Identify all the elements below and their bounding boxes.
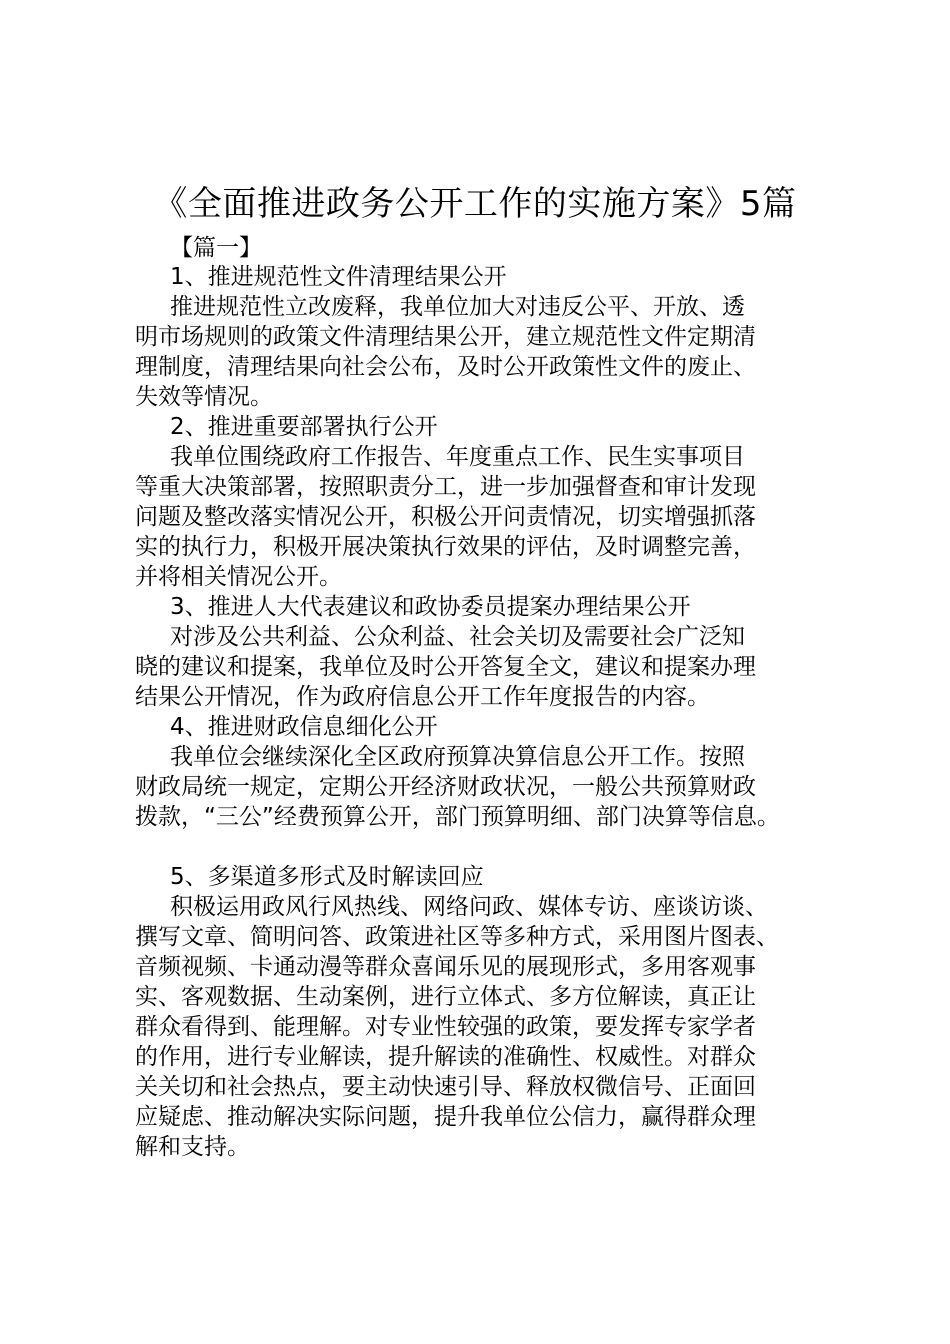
paragraph-line: 理制度，清理结果向社会公布，及时公开政策性文件的废止、 bbox=[135, 354, 756, 380]
paragraph-line: 关关切和社会热点，要主动快速引导、释放权微信号、正面回 bbox=[135, 1074, 756, 1100]
paragraph-line: 问题及整改落实情况公开，积极公开问责情况，切实增强抓落 bbox=[135, 504, 756, 530]
section-heading: 1、推进规范性文件清理结果公开 bbox=[170, 264, 507, 290]
paragraph-line: 群众看得到、能理解。对专业性较强的政策，要发挥专家学者 bbox=[135, 1014, 756, 1040]
section-heading: 5、多渠道多形式及时解读回应 bbox=[170, 864, 484, 890]
paragraph-line: 财政局统一规定，定期公开经济财政状况，一般公共预算财政 bbox=[135, 774, 756, 800]
paragraph-line: 失效等情况。 bbox=[135, 384, 273, 410]
paragraph-line: 晓的建议和提案，我单位及时公开答复全文，建议和提案办理 bbox=[135, 654, 756, 680]
paragraph-line: 推进规范性立改废释，我单位加大对违反公平、开放、透 bbox=[170, 294, 745, 320]
section-paragraph bbox=[135, 892, 835, 1162]
paragraph-line: 等重大决策部署，按照职责分工，进一步加强督查和审计发现 bbox=[135, 474, 756, 500]
document-body bbox=[135, 262, 835, 1162]
paragraph-line: 应疑虑、推动解决实际问题，提升我单位公信力，赢得群众理 bbox=[135, 1104, 756, 1130]
section-paragraph bbox=[135, 292, 835, 412]
paragraph-line: 对涉及公共利益、公众利益、社会关切及需要社会广泛知 bbox=[170, 624, 745, 650]
section-paragraph bbox=[135, 442, 835, 592]
paragraph-line: 我单位会继续深化全区政府预算决算信息公开工作。按照 bbox=[170, 744, 745, 770]
paragraph-line: 拨款，“三公”经费预算公开，部门预算明细、部门决算等信息。 bbox=[135, 804, 780, 830]
paragraph-line: 我单位围绕政府工作报告、年度重点工作、民生实事项目 bbox=[170, 444, 745, 470]
chapter-label: 【篇一】 bbox=[170, 235, 262, 261]
paragraph-line: 积极运用政风行风热线、网络问政、媒体专访、座谈访谈、 bbox=[170, 894, 768, 920]
blank-line bbox=[135, 832, 835, 862]
paragraph-line: 实、客观数据、生动案例，进行立体式、多方位解读，真正让 bbox=[135, 984, 756, 1010]
paragraph-line: 并将相关情况公开。 bbox=[135, 564, 342, 590]
section-heading: 2、推进重要部署执行公开 bbox=[170, 414, 438, 440]
paragraph-line: 实的执行力，积极开展决策执行效果的评估，及时调整完善， bbox=[135, 534, 756, 560]
section-heading: 4、推进财政信息细化公开 bbox=[170, 714, 438, 740]
paragraph-line: 结果公开情况，作为政府信息公开工作年度报告的内容。 bbox=[135, 684, 710, 710]
section-heading: 3、推进人大代表建议和政协委员提案办理结果公开 bbox=[170, 594, 691, 620]
paragraph-line: 撰写文章、简明问答、政策进社区等多种方式，采用图片图表、 bbox=[135, 924, 779, 950]
paragraph-line: 明市场规则的政策文件清理结果公开，建立规范性文件定期清 bbox=[135, 324, 756, 350]
paragraph-line: 解和支持。 bbox=[135, 1134, 250, 1160]
document-title: 《全面推进政务公开工作的实施方案》5篇 bbox=[153, 184, 797, 224]
section-paragraph bbox=[135, 622, 835, 712]
paragraph-line: 的作用，进行专业解读，提升解读的准确性、权威性。对群众 bbox=[135, 1044, 756, 1070]
paragraph-line: 音频视频、卡通动漫等群众喜闻乐见的展现形式，多用客观事 bbox=[135, 954, 756, 980]
section-paragraph bbox=[135, 742, 835, 832]
